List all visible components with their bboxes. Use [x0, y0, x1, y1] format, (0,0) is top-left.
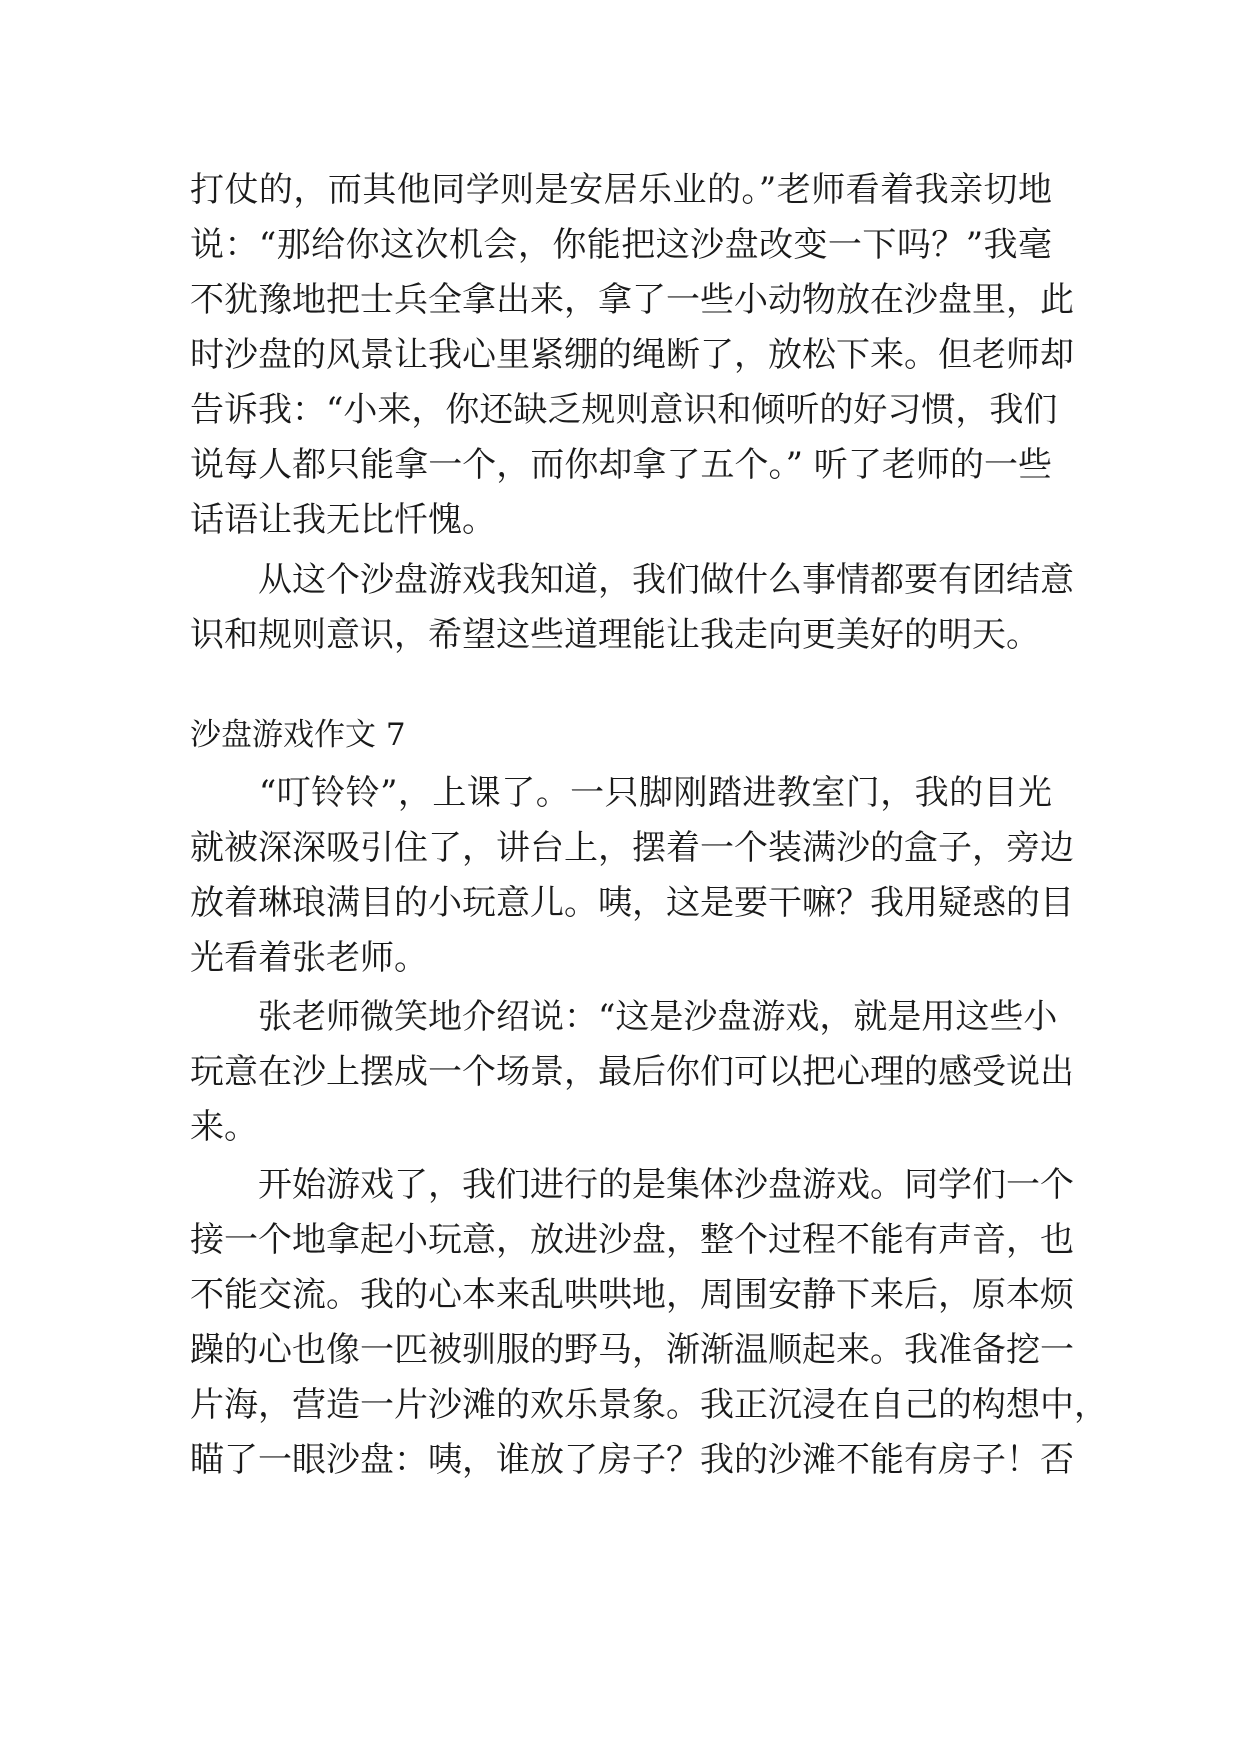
text-line: 不能交流。我的心本来乱哄哄地，周围安静下来后，原本烦	[190, 1275, 1074, 1315]
text-line: 躁的心也像一匹被驯服的野马，渐渐温顺起来。我准备挖一	[190, 1330, 1074, 1370]
text-line: 瞄了一眼沙盘：咦，谁放了房子？我的沙滩不能有房子！否	[190, 1440, 1074, 1480]
text-line: 说：“那给你这次机会，你能把这沙盘改变一下吗？”我毫	[190, 225, 1052, 265]
text-line: 玩意在沙上摆成一个场景，最后你们可以把心理的感受说出	[190, 1052, 1074, 1092]
text-line: 说每人都只能拿一个，而你却拿了五个。” 听了老师的一些	[190, 445, 1052, 485]
text-line: 片海，营造一片沙滩的欢乐景象。我正沉浸在自己的构想中，	[190, 1385, 1108, 1425]
text-line: 放着琳琅满目的小玩意儿。咦，这是要干嘛？我用疑惑的目	[190, 883, 1074, 923]
text-line: 从这个沙盘游戏我知道，我们做什么事情都要有团结意	[190, 560, 1074, 600]
text-line: 时沙盘的风景让我心里紧绷的绳断了，放松下来。但老师却	[190, 335, 1074, 375]
text-line: 不犹豫地把士兵全拿出来，拿了一些小动物放在沙盘里，此	[190, 280, 1074, 320]
text-line: 光看着张老师。	[190, 938, 428, 978]
text-line: 就被深深吸引住了，讲台上，摆着一个装满沙的盒子，旁边	[190, 828, 1074, 868]
section-heading: 沙盘游戏作文 7	[190, 717, 406, 753]
text-line: 识和规则意识，希望这些道理能让我走向更美好的明天。	[190, 615, 1040, 655]
text-line: 开始游戏了，我们进行的是集体沙盘游戏。同学们一个	[190, 1165, 1074, 1205]
text-line: 接一个地拿起小玩意，放进沙盘，整个过程不能有声音，也	[190, 1220, 1074, 1260]
text-line: 话语让我无比忏愧。	[190, 500, 496, 540]
text-line: 告诉我：“小来，你还缺乏规则意识和倾听的好习惯，我们	[190, 390, 1058, 430]
text-line: 打仗的，而其他同学则是安居乐业的。”老师看着我亲切地	[190, 170, 1052, 210]
text-line: “叮铃铃”，上课了。一只脚刚踏进教室门，我的目光	[190, 773, 1052, 813]
text-line: 来。	[190, 1107, 258, 1147]
text-line: 张老师微笑地介绍说：“这是沙盘游戏，就是用这些小	[190, 997, 1058, 1037]
